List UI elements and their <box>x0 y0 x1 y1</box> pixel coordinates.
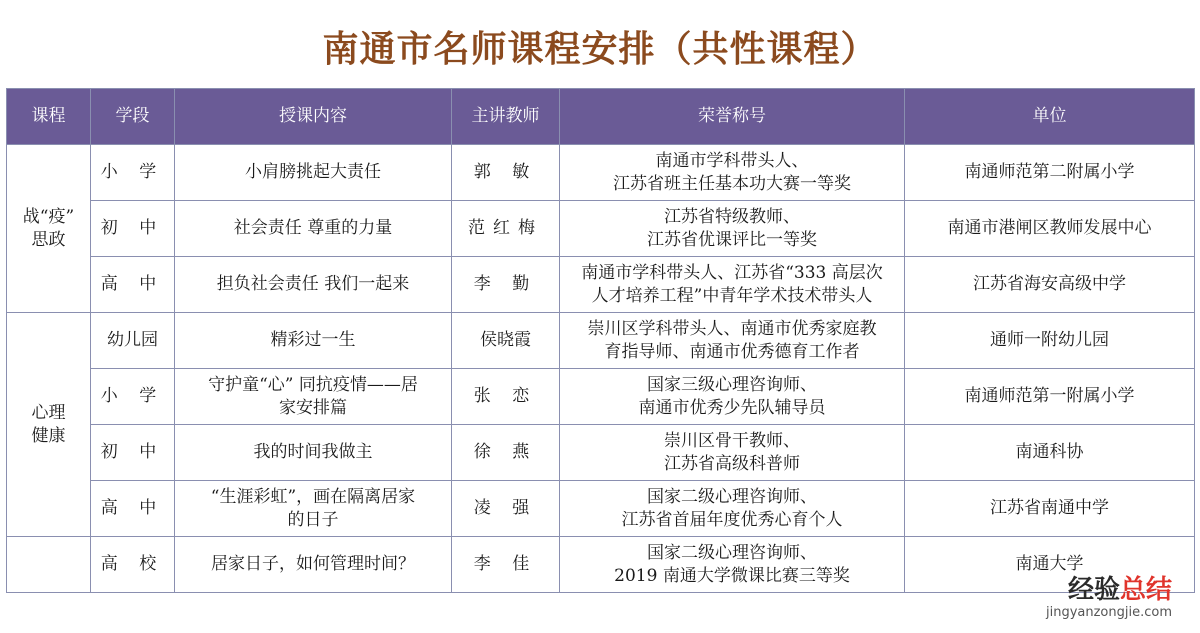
honor-cell: 崇川区学科带头人、南通市优秀家庭教 育指导师、南通市优秀德育工作者 <box>560 313 905 369</box>
table-row <box>7 145 1195 201</box>
course-name-cell <box>7 537 91 593</box>
unit-cell: 南通科协 <box>905 425 1195 481</box>
unit-cell: 南通市港闸区教师发展中心 <box>905 201 1195 257</box>
honor-cell: 国家二级心理咨询师、 2019 南通大学微课比赛三等奖 <box>560 537 905 593</box>
course-name-cell: 战“疫” 思政 <box>7 145 91 313</box>
stage-cell: 小 学 <box>91 145 175 201</box>
stage-cell: 小 学 <box>91 369 175 425</box>
watermark-text-a: 经验 <box>1067 575 1120 605</box>
teacher-cell: 张 恋 <box>452 369 560 425</box>
watermark-text-b: 总结 <box>1119 575 1172 605</box>
content-cell: 社会责任 尊重的力量 <box>175 201 452 257</box>
unit-cell: 南通师范第二附属小学 <box>905 145 1195 201</box>
unit-cell: 江苏省海安高级中学 <box>905 257 1195 313</box>
content-cell: 居家日子，如何管理时间？ <box>175 537 452 593</box>
course-schedule-table <box>6 88 1195 593</box>
stage-cell: 幼儿园 <box>91 313 175 369</box>
teacher-cell: 李 勤 <box>452 257 560 313</box>
unit-cell: 江苏省南通中学 <box>905 481 1195 537</box>
table-row <box>7 257 1195 313</box>
unit-cell: 南通大学 <box>905 537 1195 593</box>
teacher-cell: 凌 强 <box>452 481 560 537</box>
table-row <box>7 481 1195 537</box>
site-watermark <box>1002 575 1172 623</box>
stage-cell: 高 中 <box>91 481 175 537</box>
header-honor: 荣誉称号 <box>560 89 905 145</box>
page-title: 南通市名师课程安排（共性课程） <box>322 29 878 70</box>
header-stage: 学段 <box>91 89 175 145</box>
header-content: 授课内容 <box>175 89 452 145</box>
unit-cell: 南通师范第一附属小学 <box>905 369 1195 425</box>
stage-cell: 初 中 <box>91 201 175 257</box>
table-row <box>7 369 1195 425</box>
teacher-cell: 范红梅 <box>452 201 560 257</box>
content-cell: 精彩过一生 <box>175 313 452 369</box>
honor-cell: 崇川区骨干教师、 江苏省高级科普师 <box>560 425 905 481</box>
content-cell: 担负社会责任 我们一起来 <box>175 257 452 313</box>
content-cell: 守护童“心” 同抗疫情——居 家安排篇 <box>175 369 452 425</box>
stage-cell: 高 校 <box>91 537 175 593</box>
honor-cell: 国家三级心理咨询师、 南通市优秀少先队辅导员 <box>560 369 905 425</box>
table-row <box>7 425 1195 481</box>
teacher-cell: 徐 燕 <box>452 425 560 481</box>
teacher-cell: 侯晓霞 <box>452 313 560 369</box>
content-cell: “生涯彩虹”，画在隔离居家 的日子 <box>175 481 452 537</box>
header-teacher: 主讲教师 <box>452 89 560 145</box>
honor-cell: 江苏省特级教师、 江苏省优课评比一等奖 <box>560 201 905 257</box>
table-row <box>7 313 1195 369</box>
table-row <box>7 201 1195 257</box>
honor-cell: 南通市学科带头人、 江苏省班主任基本功大赛一等奖 <box>560 145 905 201</box>
content-cell: 我的时间我做主 <box>175 425 452 481</box>
content-cell: 小肩膀挑起大责任 <box>175 145 452 201</box>
course-name-cell: 心理 健康 <box>7 313 91 537</box>
watermark-url: jingyanzongjie.com <box>1045 605 1172 620</box>
stage-cell: 初 中 <box>91 425 175 481</box>
teacher-cell: 李 佳 <box>452 537 560 593</box>
header-unit: 单位 <box>905 89 1195 145</box>
header-course: 课程 <box>7 89 91 145</box>
unit-cell: 通师一附幼儿园 <box>905 313 1195 369</box>
honor-cell: 国家二级心理咨询师、 江苏省首届年度优秀心育个人 <box>560 481 905 537</box>
watermark-logo-text <box>1002 575 1172 605</box>
teacher-cell: 郭 敏 <box>452 145 560 201</box>
stage-cell: 高 中 <box>91 257 175 313</box>
table-header-row <box>7 89 1195 145</box>
honor-cell: 南通市学科带头人、江苏省“333 高层次 人才培养工程”中青年学术技术带头人 <box>560 257 905 313</box>
